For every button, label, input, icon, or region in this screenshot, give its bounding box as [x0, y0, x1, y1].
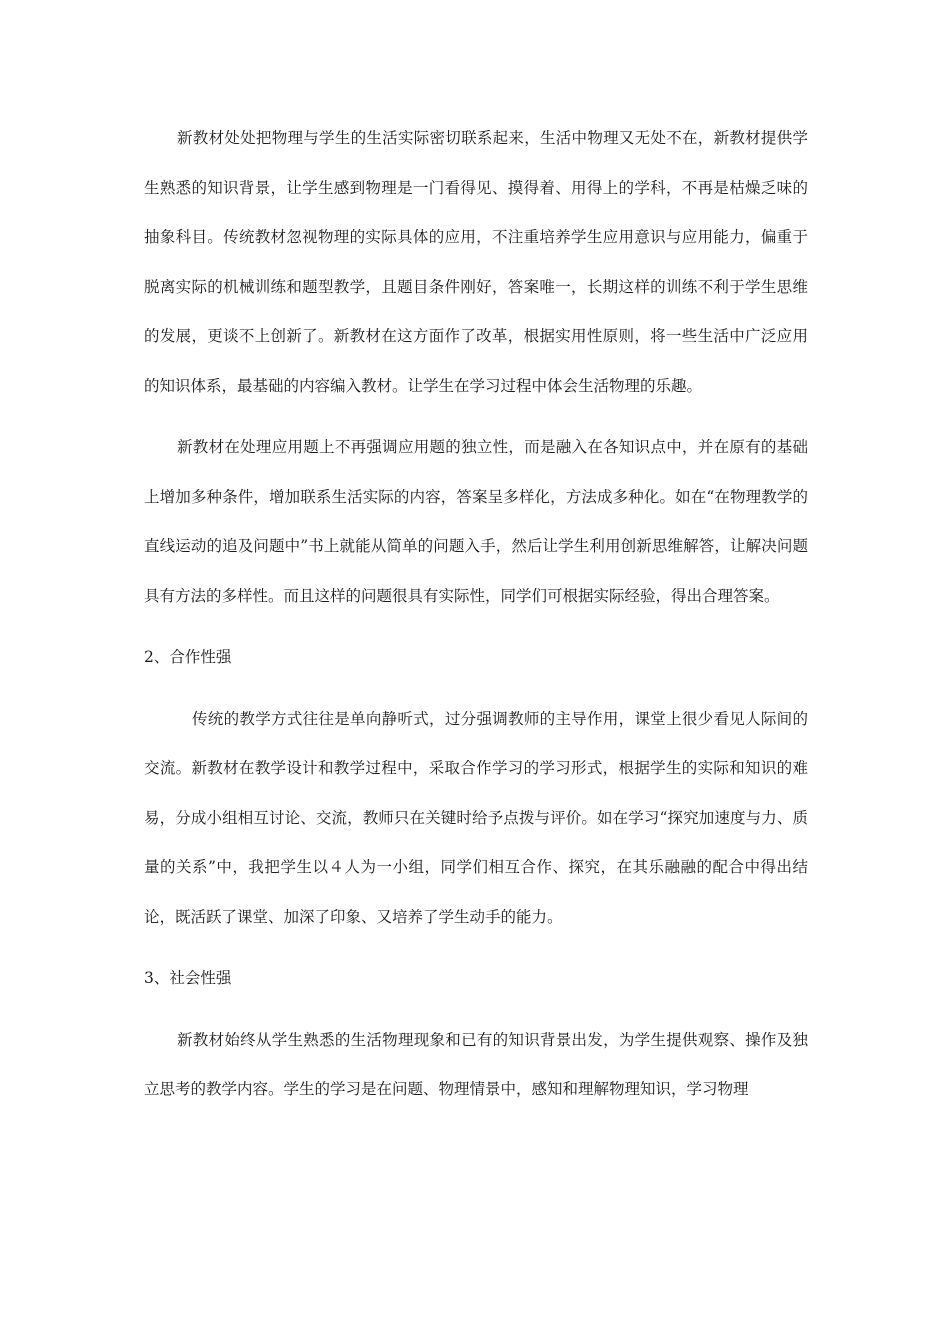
paragraph-cooperative-learning: 传统的教学方式往往是单向静听式，过分强调教师的主导作用，课堂上很少看见人际间的交流。新教材在教学设计和教学过程中，采取合作学习的学习形式，根据学生的实际和知识的难易，分成小组相互讨论、交流，教师只在关键时给予点拨与评价。如在学习“探究加速度与力、质量的关系”中，我把学生以４人为一小组，同学们相互合作、探究，在其乐融融的配合中得出结论，既活跃了课堂、加深了印象、又培养了学生动手的能力。	[144, 709, 808, 926]
paragraph-social-context: 新教材始终从学生熟悉的生活物理现象和已有的知识背景出发，为学生提供观察、操作及独立思考的教学内容。学生的学习是在问题、物理情景中，感知和理解物理知识，学习物理	[144, 1030, 808, 1098]
document-body	[144, 114, 808, 1115]
paragraph-life-physics: 新教材处处把物理与学生的生活实际密切联系起来，生活中物理又无处不在，新教材提供学生熟悉的知识背景，让学生感到物理是一门看得见、摸得着、用得上的学科，不再是枯燥乏味的抽象科目。传统教材忽视物理的实际具体的应用，不注重培养学生应用意识与应用能力，偏重于脱离实际的机械训练和题型教学，且题目条件刚好，答案唯一，长期这样的训练不利于学生思维的发展，更谈不上创新了。新教材在这方面作了改革，根据实用性原则，将一些生活中广泛应用的知识体系，最基础的内容编入教材。让学生在学习过程中体会生活物理的乐趣。	[144, 129, 808, 395]
paragraph-application-problems: 新教材在处理应用题上不再强调应用题的独立性，而是融入在各知识点中，并在原有的基础上增加多种条件，增加联系生活实际的内容，答案呈多样化，方法成多种化。如在“在物理教学的直线运动的追及问题中”书上就能从简单的问题入手，然后让学生利用创新思维解答，让解决问题具有方法的多样性。而且这样的问题很具有实际性，同学们可根据实际经验，得出合理答案。	[144, 438, 808, 605]
section-heading-social: 3、社会性强	[144, 969, 232, 987]
section-heading-cooperation: 2、合作性强	[144, 648, 232, 666]
